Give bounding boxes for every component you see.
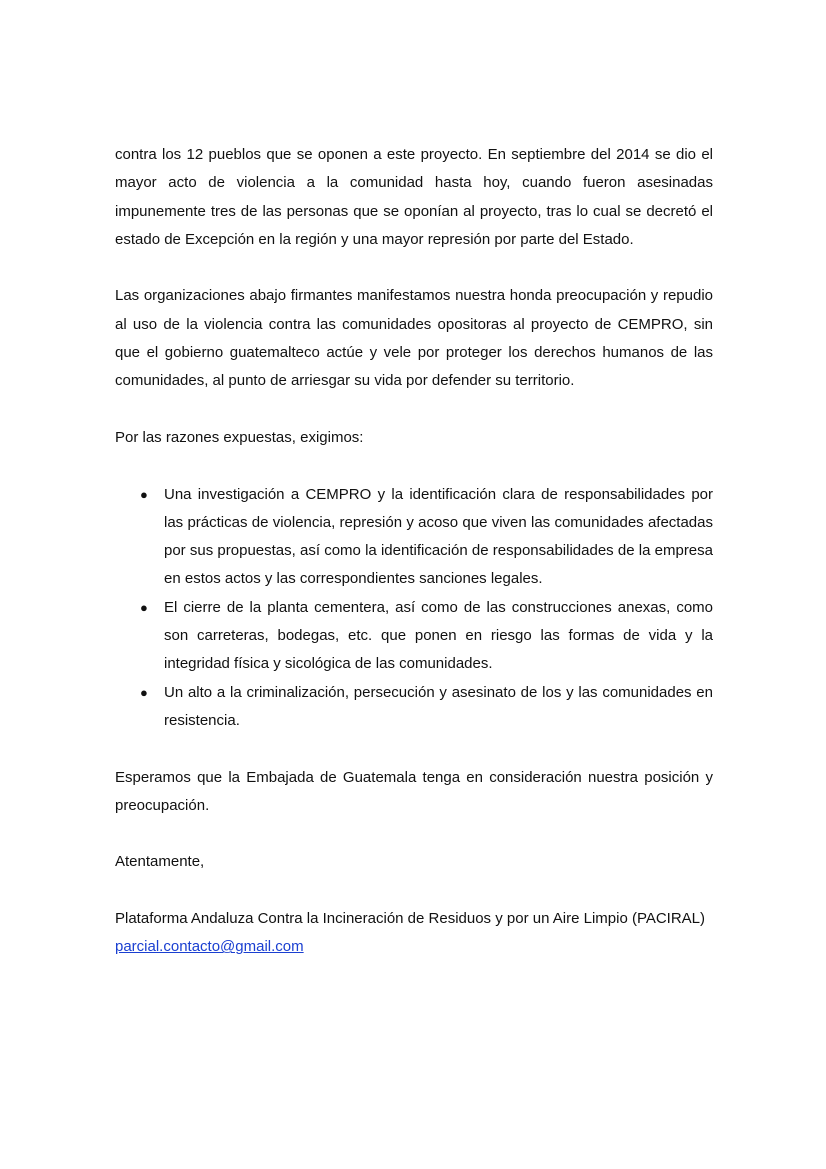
list-item [115, 679, 713, 736]
paragraph-demands-intro: Por las razones expuestas, exigimos: [115, 428, 364, 446]
paragraph-gap [115, 820, 713, 848]
bullet-icon: ● [140, 684, 148, 700]
list-item [115, 594, 713, 679]
bullet-icon: ● [140, 486, 148, 502]
signature-organization: Plataforma Andaluza Contra la Incineración de Residuos y por un Aire Limpio (PACIRAL) [115, 910, 706, 928]
paragraph-hope: Esperamos que la Embajada de Guatemala tenga en consideración nuestra posición y preocupación. [115, 768, 713, 814]
paragraph-gap [115, 877, 713, 905]
paragraph-gap [115, 254, 713, 282]
demand-text: Una investigación a CEMPRO y la identificación clara de responsabilidades por las prácticas de violencia, represión y acoso que viven las comunidades afectadas por sus propuestas, así como la identificación de responsabilidades de la empresa en estos actos y las correspondientes sanciones legales. [164, 485, 713, 588]
paragraph-intro: contra los 12 pueblos que se oponen a este proyecto. En septiembre del 2014 se dio el mayor acto de violencia a la comunidad hasta hoy, cuando fueron asesinadas impunemente tres de las personas que se oponían al proyecto, tras lo cual se decretó el estado de Excepción en la región y una mayor represión por parte del Estado. [115, 146, 713, 248]
paragraph-gap [115, 735, 713, 763]
closing-salutation: Atentamente, [115, 853, 205, 871]
paragraph-concern: Las organizaciones abajo firmantes manifestamos nuestra honda preocupación y repudio al uso de la violencia contra las comunidades opositoras al proyecto de CEMPRO, sin que el gobierno guatemalteco actúe y vele por proteger los derechos humanos de las comunidades, al punto de arriesgar su vida por defender su territorio. [115, 287, 713, 390]
demands-list [115, 481, 713, 736]
demand-text: El cierre de la planta cementera, así como de las construcciones anexas, como son carreteras, bodegas, etc. que ponen en riesgo las formas de vida y la integridad física y sicológica de las comunidades. [164, 598, 713, 673]
email-link[interactable]: parcial.contacto@gmail.com [115, 938, 304, 956]
list-item [115, 481, 713, 594]
demand-text: Un alto a la criminalización, persecución y asesinato de los y las comunidades en resistencia. [164, 683, 713, 729]
paragraph-gap [115, 452, 713, 480]
bullet-icon: ● [140, 599, 148, 615]
document-page [115, 141, 713, 962]
paragraph-gap [115, 396, 713, 424]
signature-email-line [115, 933, 713, 961]
